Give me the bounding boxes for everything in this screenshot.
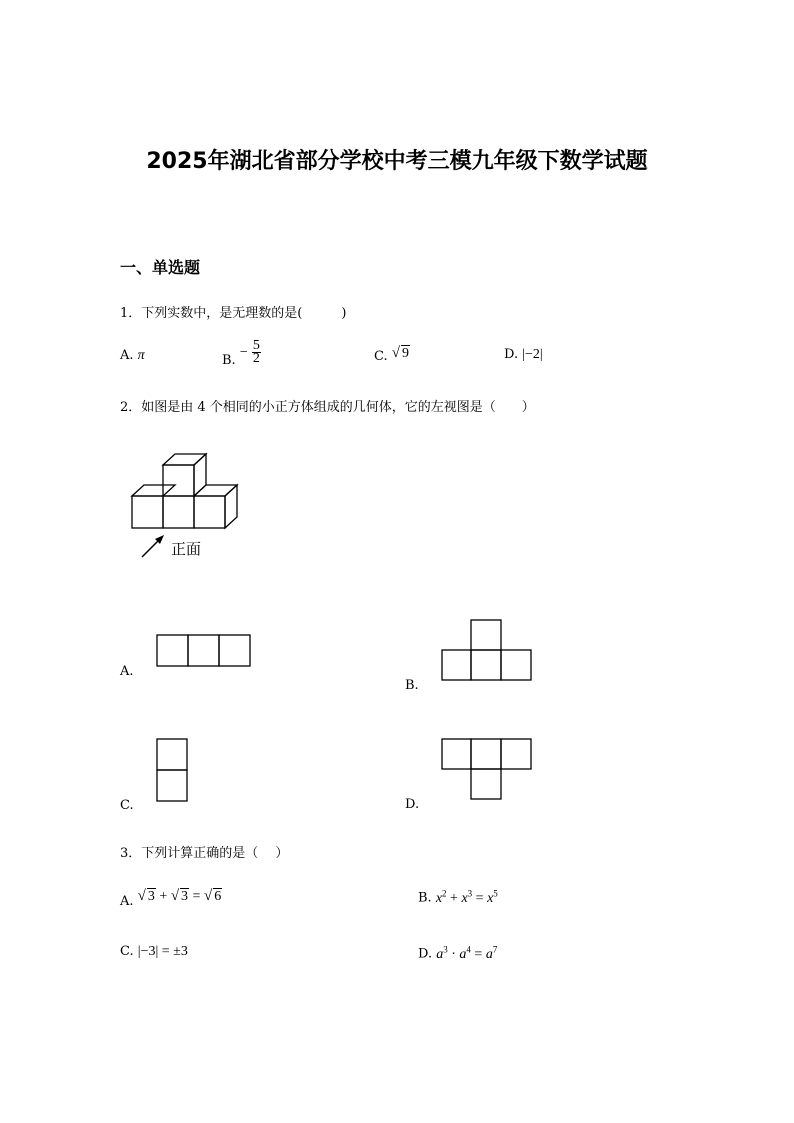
q3-stem: 3．下列计算正确的是（ ） [120, 846, 289, 861]
option-letter: B. [418, 890, 432, 906]
section-heading: 一、单选题 [120, 258, 201, 277]
radicand: 9 [402, 346, 409, 361]
numerator: 5 [252, 338, 260, 353]
option-expression: |−2| [522, 347, 543, 362]
q2-option-d-figure[interactable] [441, 738, 533, 800]
radicand: 3 [147, 889, 155, 904]
q2-option-a-letter[interactable]: A. [120, 664, 134, 679]
q2-option-b-figure[interactable] [441, 619, 533, 681]
q2-option-c-figure[interactable] [156, 738, 189, 802]
q3-option-b[interactable] [418, 888, 498, 907]
option-expression: |−3| = ±3 [137, 944, 188, 959]
q2-option-d-letter[interactable]: D. [405, 797, 420, 812]
page-title: 2025年湖北省部分学校中考三模九年级下数学试题 [146, 149, 648, 174]
option-letter: D. [504, 347, 519, 362]
radical-sign: √ [137, 888, 146, 904]
radical-sign: √ [203, 888, 213, 904]
radicand: 3 [181, 889, 189, 904]
q2-option-c-letter[interactable]: C. [120, 798, 134, 813]
option-letter: A. [120, 348, 134, 363]
q2-option-a-figure[interactable] [156, 634, 252, 667]
q3-option-c[interactable] [120, 944, 188, 960]
option-letter: B. [222, 353, 236, 368]
option-expression: $x^2 + x^3 = x^5$ [435, 888, 498, 906]
q1-option-c[interactable] [374, 345, 410, 362]
plus-sign: + [155, 889, 171, 904]
front-view-label: 正面 [171, 540, 202, 558]
option-expression: $a^3 \cdot a^4 = a^7$ [436, 944, 498, 962]
option-letter: C. [374, 349, 388, 364]
option-letter: D. [418, 946, 433, 962]
fraction [252, 340, 261, 365]
minus-sign: − [239, 345, 248, 360]
q1-option-b[interactable] [222, 338, 261, 368]
option-expression: π [137, 348, 145, 363]
option-letter: C. [120, 944, 134, 959]
q1-option-d[interactable] [504, 347, 543, 363]
q2-stem: 2．如图是由 4 个相同的小正方体组成的几何体，它的左视图是（ ） [120, 400, 535, 415]
q1-option-a[interactable] [120, 348, 145, 364]
radical-sign: √ [170, 888, 180, 904]
q3-option-d[interactable] [418, 944, 497, 963]
q1-stem: 1．下列实数中，是无理数的是( ) [120, 306, 347, 321]
q3-option-a[interactable] [120, 888, 222, 909]
option-letter: A. [120, 894, 134, 909]
equals-sign: = [189, 889, 204, 904]
radical-sign: √ [391, 345, 400, 361]
q2-option-b-letter[interactable]: B. [405, 678, 419, 693]
radicand: 6 [214, 889, 222, 904]
denominator: 2 [252, 351, 260, 366]
